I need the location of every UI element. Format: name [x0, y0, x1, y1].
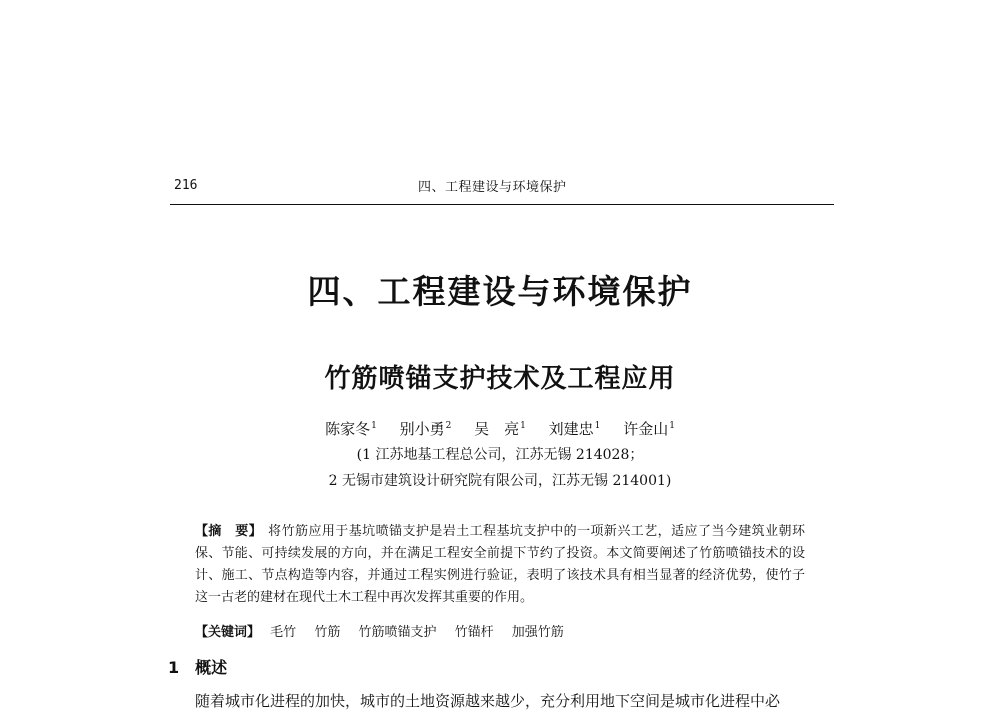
author-name: 刘建忠: [548, 420, 594, 438]
affiliation-2: 2 无锡市建筑设计研究院有限公司，江苏无锡 214001): [328, 473, 672, 489]
abstract-label: 【摘 要】: [195, 524, 263, 539]
abstract: [195, 521, 805, 609]
author: [623, 418, 675, 439]
header-rule: [170, 204, 834, 205]
author-affil-mark: 1: [520, 421, 526, 431]
author: [325, 418, 377, 439]
author-affil-mark: 1: [669, 421, 675, 431]
running-header: [170, 176, 834, 198]
author-name: 陈家冬: [325, 420, 371, 438]
keyword: 竹锚杆: [454, 625, 494, 640]
author: [474, 418, 526, 439]
author-affil-mark: 1: [594, 421, 601, 431]
body-paragraph: 随着城市化进程的加快，城市的土地资源越来越少，充分利用地下空间是城市化进程中必: [195, 692, 781, 710]
affiliation-1: (1 江苏地基工程总公司，江苏无锡 214028；: [356, 447, 644, 463]
author-name: 许金山: [623, 420, 669, 438]
abstract-text: 将竹筋应用于基坑喷锚支护是岩土工程基坑支护中的一项新兴工艺，适应了当今建筑业朝环保、节能、可持续发展的方向，并在满足工程安全前提下节约了投资。本文简要阐述了竹筋喷锚技术的设计、施工、节点构造等内容，并通过工程实例进行验证，表明了该技术具有相当显著的经济优势，使竹子这一古老的建材在现代土木工程中再次发挥其重要的作用。: [195, 524, 805, 605]
page-number: 216: [174, 178, 198, 193]
author-list: [0, 418, 1000, 439]
section-heading: [168, 655, 227, 678]
author-affil-mark: 2: [445, 421, 452, 431]
keyword: 加强竹筋: [511, 625, 564, 640]
keyword: 竹筋喷锚支护: [358, 625, 437, 640]
keywords: [195, 621, 805, 640]
section-heading-title: 概述: [195, 658, 228, 677]
keywords-label: 【关键词】: [195, 625, 261, 640]
author: [549, 418, 601, 439]
running-title: 四、工程建设与环境保护: [418, 180, 567, 195]
author: [400, 418, 452, 439]
author-affil-mark: 1: [371, 421, 377, 431]
keyword: 毛竹: [270, 625, 297, 640]
author-name: 别小勇: [399, 420, 445, 438]
section-number: 1: [168, 658, 180, 677]
section-title: 四、工程建设与环境保护: [307, 272, 693, 311]
keyword: 竹筋: [314, 625, 341, 640]
author-name: 吴 亮: [474, 420, 520, 438]
paper-title: 竹筋喷锚支护技术及工程应用: [324, 364, 676, 394]
